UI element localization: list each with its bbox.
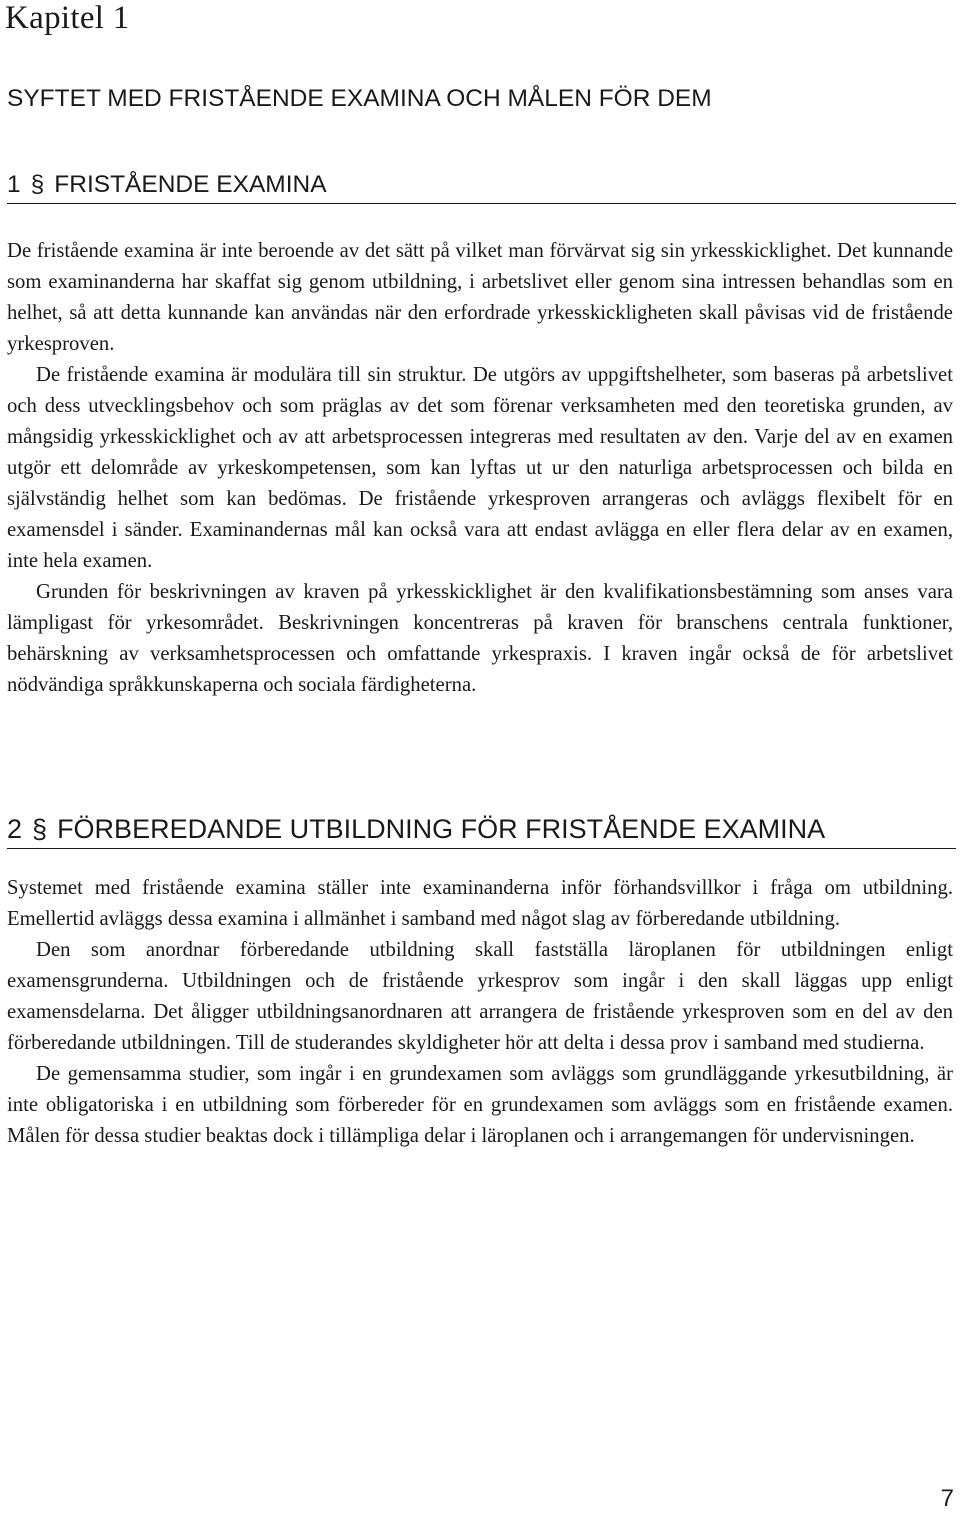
section-1-body: [7, 236, 953, 701]
paragraph: De fristående examina är modulära till sin struktur. De utgörs av uppgiftshelheter, som baseras på arbetslivet och dess utvecklingsbehov och som präglas av det som förenar verksamheten med den teoretiska grunden, av mångsidig yrkesskicklighet och av att arbetsprocessen integreras med resultaten av den. Varje del av en examen utgör ett delområde av yrkeskompetensen, som kan lyftas ut ur den naturliga arbetsprocessen och bilda en självständig helhet som kan bedömas. De fristående yrkesproven arrangeras och avläggs flexibelt för en examensdel i sänder. Examinandernas mål kan också vara att endast avlägga en eller flera delar av en examen, inte hela examen.: [7, 364, 953, 572]
chapter-label: Kapitel 1: [5, 0, 130, 36]
section-number: 1: [7, 171, 21, 198]
page-number: 7: [940, 1485, 954, 1512]
section-symbol: §: [30, 171, 45, 198]
paragraph: Den som anordnar förberedande utbildning skall fastställa läroplanen för utbildningen enligt examensgrunderna. Utbildningen och de fristående yrkesprov som ingår i den skall läggas upp enligt examensdelarna. Det åligger utbildningsanordnaren att arrangera de fristående yrkesproven som en del av den förberedande utbildningen. Till de studerandes skyldigheter hör att delta i dessa prov i samband med studierna.: [7, 939, 953, 1054]
paragraph: De gemensamma studier, som ingår i en grundexamen som avläggs som grundläggande yrkesutbildning, är inte obligatoriska i en utbildning som förbereder för en grundexamen som avläggs som en fristående examen. Målen för dessa studier beaktas dock i tillämpliga delar i läroplanen och i arrangemangen för undervisningen.: [7, 1063, 953, 1147]
section-title: FRISTÅENDE EXAMINA: [54, 171, 327, 198]
section-2-body: [7, 873, 953, 1152]
section-heading-2: [7, 810, 956, 849]
paragraph: De fristående examina är inte beroende av det sätt på vilket man förvärvat sig sin yrkesskicklighet. Det kunnande som examinanderna har skaffat sig genom utbildning, i arbetslivet eller genom sina intressen behandlas som en helhet, så att detta kunnande kan användas när den erfordrade yrkesskickligheten skall påvisas vid de fristående yrkesproven.: [7, 240, 953, 355]
section-title: FÖRBEREDANDE UTBILDNING FÖR FRISTÅENDE EXAMINA: [57, 814, 826, 844]
section-symbol: §: [32, 814, 48, 844]
paragraph: Systemet med fristående examina ställer inte examinanderna inför förhandsvillkor i fråga om utbildning. Emellertid avläggs dessa examina i allmänhet i samband med något slag av förberedande utbildning.: [7, 877, 953, 930]
section-heading-1: [7, 168, 956, 204]
section-number: 2: [7, 814, 23, 844]
paragraph: Grunden för beskrivningen av kraven på yrkesskicklighet är den kvalifikationsbestämning som anses vara lämpligast för yrkesområdet. Beskrivningen koncentreras på kraven för branschens centrala funktioner, behärskning av verksamhetsprocessen och omfattande yrkespraxis. I kraven ingår också de för arbetslivet nödvändiga språkkunskaperna och sociala färdigheterna.: [7, 581, 953, 696]
chapter-title: SYFTET MED FRISTÅENDE EXAMINA OCH MÅLEN FÖR DEM: [7, 85, 712, 112]
